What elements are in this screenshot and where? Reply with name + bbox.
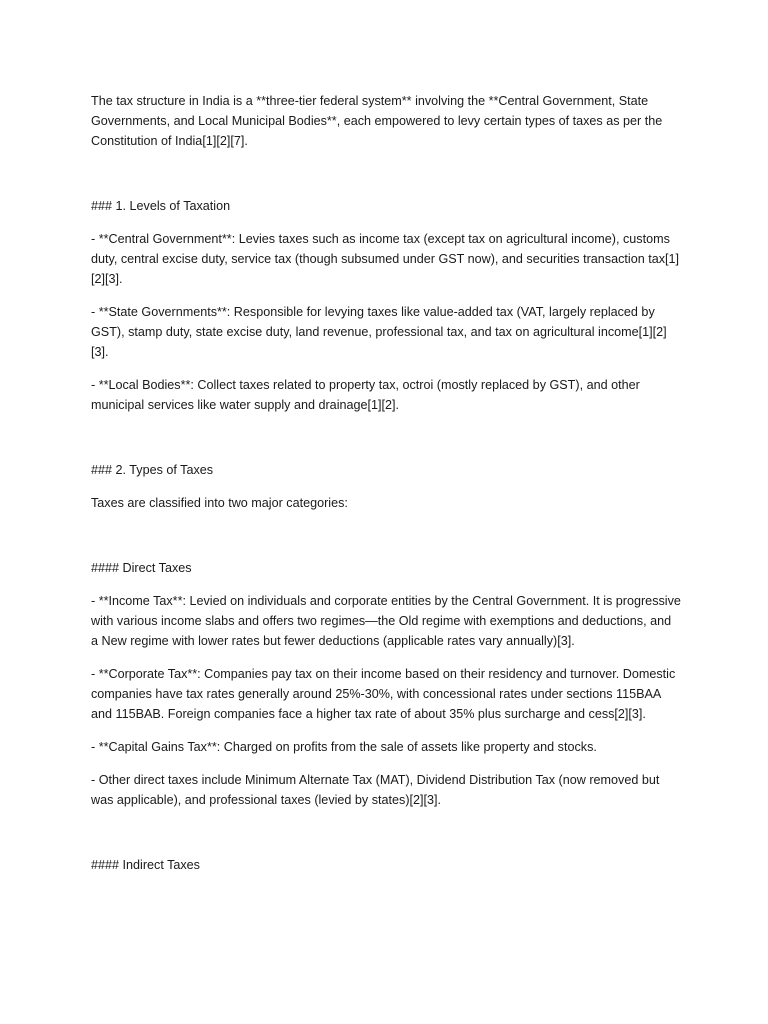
types-intro-paragraph: Taxes are classified into two major categories: — [91, 496, 348, 510]
heading-types-of-taxes: ### 2. Types of Taxes — [91, 463, 214, 477]
list-item-other-direct-taxes: - Other direct taxes include Minimum Alternate Tax (MAT), Dividend Distribution Tax (now removed but was applicable), and professional taxes (levied by states)[2][3]. — [91, 773, 663, 807]
list-item-central-government: - **Central Government**: Levies taxes such as income tax (except tax on agricultural income), customs duty, central excise duty, service tax (though subsumed under GST now), and securities transaction tax[1][2][3]. — [91, 232, 680, 286]
list-item-capital-gains-tax: - **Capital Gains Tax**: Charged on profits from the sale of assets like property and stocks. — [91, 740, 597, 754]
list-item-corporate-tax: - **Corporate Tax**: Companies pay tax on their income based on their residency and turnover. Domestic companies have tax rates generally around 25%-30%, with concessional rates under sections 115BAA and 115BAB. Foreign companies face a higher tax rate of about 35% plus surcharge and cess[2][3]. — [91, 667, 679, 721]
list-item-state-governments: - **State Governments**: Responsible for levying taxes like value-added tax (VAT, largely replaced by GST), stamp duty, state excise duty, land revenue, professional tax, and tax on agricultural income[1][2][3]. — [91, 305, 667, 359]
heading-indirect-taxes: #### Indirect Taxes — [91, 858, 200, 872]
list-item-income-tax: - **Income Tax**: Levied on individuals and corporate entities by the Central Government. It is progressive with various income slabs and offers two regimes—the Old regime with exemptions and deductions, and a New regime with lower rates but fewer deductions (applicable rates vary annually)[3]. — [91, 594, 685, 648]
list-item-local-bodies: - **Local Bodies**: Collect taxes related to property tax, octroi (mostly replaced by GST), and other municipal services like water supply and drainage[1][2]. — [91, 378, 644, 412]
heading-levels-of-taxation: ### 1. Levels of Taxation — [91, 199, 231, 213]
document-body — [91, 91, 685, 875]
intro-paragraph: The tax structure in India is a **three-tier federal system** involving the **Central Government, State Governments, and Local Municipal Bodies**, each empowered to levy certain types of taxes as per the Constitution of India[1][2][7]. — [91, 94, 666, 148]
heading-direct-taxes: #### Direct Taxes — [91, 561, 192, 575]
